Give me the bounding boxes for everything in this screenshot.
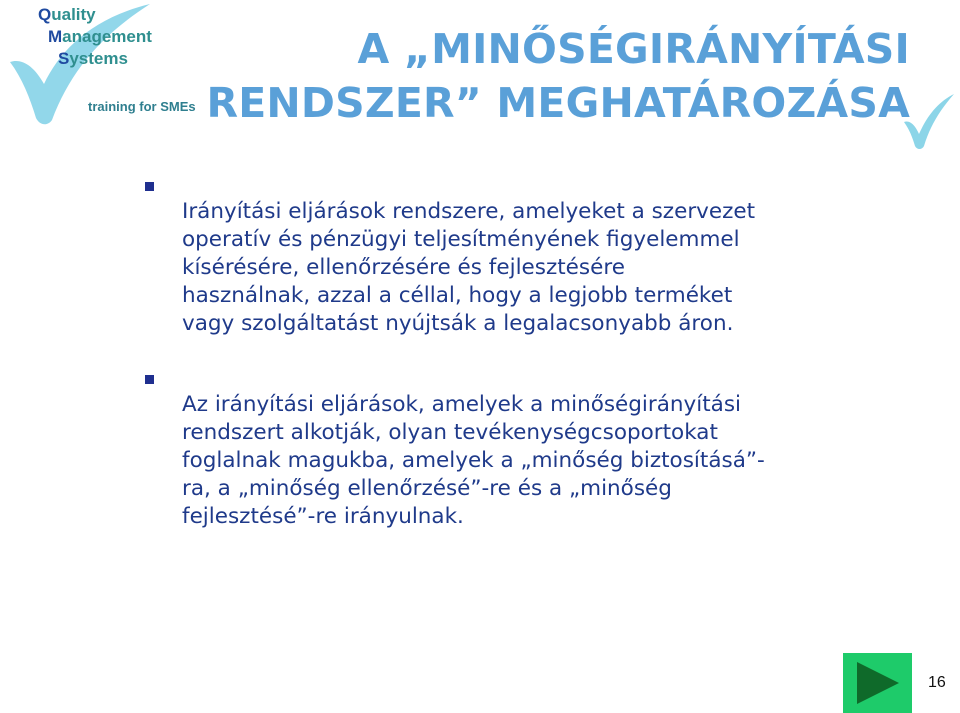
play-icon [843, 653, 912, 713]
bullet-item [145, 363, 865, 531]
bullet-text: Irányítási eljárások rendszere, amelyeket a szervezet operatív és pénzügyi teljesítményének figyelemmel kísérésére, ellenőrzésére és fejlesztésére használnak, azzal a céllal, hogy a legjobb terméket vagy szolgáltatást nyújtsák a legalacsonyabb áron. [182, 199, 756, 336]
bullet-text: Az irányítási eljárások, amelyek a minőségirányítási rendszert alkotják, olyan tevékenységcsoportokat foglalnak magukba, amelyek a „minőség biztosításá”- ra, a „minőség ellenőrzésé”-re és a „minőség fejlesztésé”-re irányulnak. [182, 392, 765, 529]
title-line-2: RENDSZER” MEGHATÁROZÁSA [206, 79, 910, 127]
title-line-1: A „MINŐSÉGIRÁNYÍTÁSI [357, 25, 910, 73]
square-bullet-icon [145, 375, 154, 384]
slide-title [190, 22, 910, 130]
logo-tagline: training for SMEs [88, 99, 196, 114]
logo-line-management: Management [48, 27, 152, 46]
checkmark-icon [900, 92, 956, 152]
next-slide-button[interactable] [843, 653, 912, 713]
logo [0, 0, 220, 135]
logo-line-quality: Quality [38, 5, 96, 24]
bullet-list [145, 170, 865, 531]
bullet-item [145, 170, 865, 338]
page-number: 16 [928, 674, 946, 691]
square-bullet-icon [145, 182, 154, 191]
logo-line-systems: Systems [58, 49, 128, 68]
